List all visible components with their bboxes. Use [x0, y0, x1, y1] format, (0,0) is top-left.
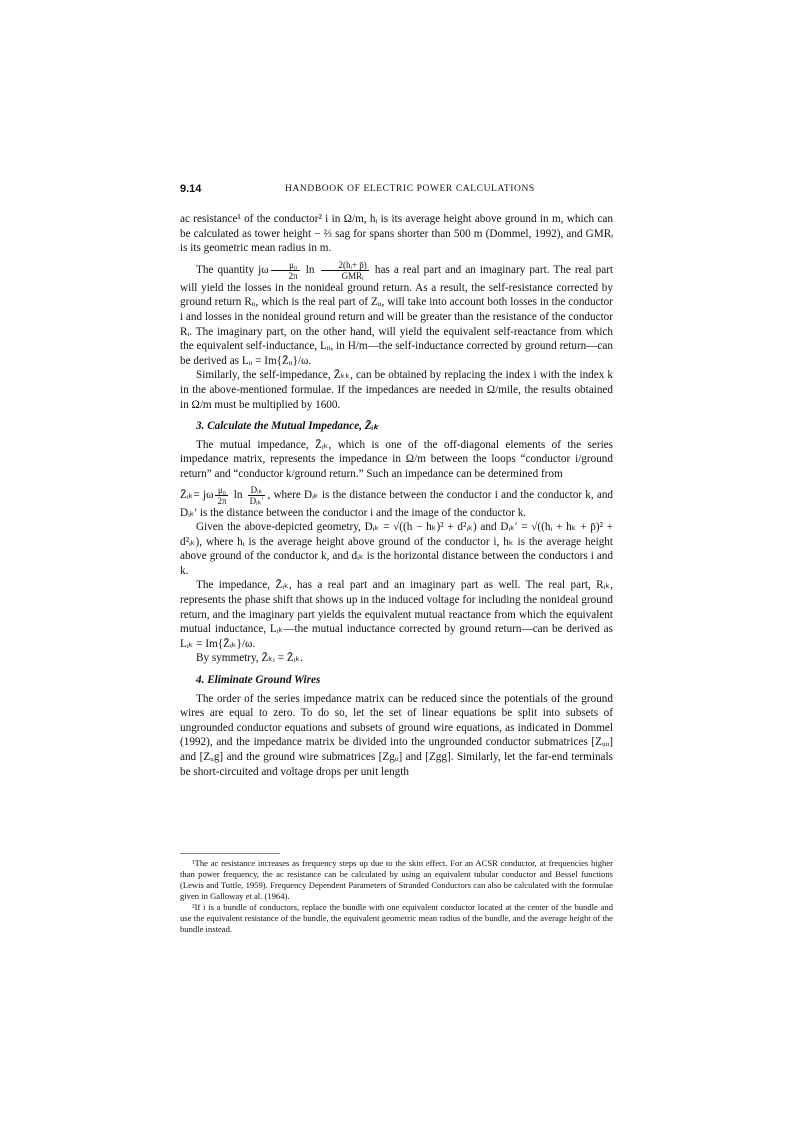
- body-text: [180, 212, 613, 779]
- paragraph: Given the above-depicted geometry, Dᵢₖ = √((h − hₖ)² + d²ᵢₖ) and Dᵢₖ′ = √((hᵢ + hₖ + p̄)² + d²ᵢₖ), where hᵢ is the average height above ground of the conductor i, hₖ is the average height above ground of the conductor k, and dᵢₖ is the horizontal distance between the conductors i and k.: [180, 521, 613, 577]
- section-heading: 3. Calculate the Mutual Impedance, Z̄ᵢₖ: [196, 420, 379, 433]
- fraction: [215, 485, 228, 506]
- denominator: Dᵢₖ′: [249, 495, 264, 506]
- text: has a real part and an imaginary part. The real part will yield the losses in the nonideal ground return. As a result, the self-resistance corrected by ground return Rᵢᵢ, which is the real part of Zᵢᵢ, will take into account both losses in the conductor i and losses in the nonideal ground return and will be greater than the resistance of the conductor Rᵢ. The imaginary part, on the other hand, will yield the equivalent self-reactance from which the equivalent self-inductance, Lᵢᵢ, in H/m—the self-inductance corrected by ground return—can be derived as Lᵢᵢ = Im{Z̄ᵢᵢ}/ω.: [180, 263, 614, 367]
- text: ln: [305, 263, 315, 276]
- numerator: μ₀: [271, 260, 300, 271]
- text: Z̄ᵢₖ= jω: [180, 488, 214, 501]
- fraction: [321, 260, 369, 281]
- paragraph: The order of the series impedance matrix can be reduced since the potentials of the ground wires are equal to zero. To do so, let the set of linear equations be split into subsets of ungrounded conductor equations and subsets of ground wire equations, as indicated in Dommel (1992), and the impedance matrix be divided into the ungrounded conductor submatrices [Zᵤᵤ] and [Zᵤg] and the ground wire submatrices [Zgᵤ] and [Zgg]. Similarly, let the far-end terminals be short-circuited and voltage drops per unit length: [180, 692, 613, 778]
- numerator: μ₀: [215, 485, 228, 496]
- denominator: GMRᵢ: [341, 270, 364, 281]
- fraction: [248, 485, 266, 506]
- section-heading: 4. Eliminate Ground Wires: [196, 674, 321, 687]
- text: The quantity jω: [196, 263, 269, 276]
- numerator: 2(hᵢ+ p̄): [321, 260, 369, 271]
- text: , where Dᵢₖ is the distance between the conductor i and the conductor k, and Dᵢₖ′ is the distance between the conductor i and the image of the conductor k.: [180, 488, 614, 519]
- paragraph: The mutual impedance, Z̄ᵢₖ, which is one of the off-diagonal elements of the series impedance matrix, represents the impedance in Ω/m between the loops “conductor i/ground return” and “conductor k/ground return.” Such an impedance can be determined from: [180, 438, 613, 480]
- running-title: HANDBOOK OF ELECTRIC POWER CALCULATIONS: [285, 184, 535, 194]
- numerator: Dᵢₖ: [248, 485, 266, 496]
- paragraph: The impedance, Z̄ᵢₖ, has a real part and an imaginary part as well. The real part, Rᵢₖ, represents the phase shift that shows up in the induced voltage for including the nonideal ground return, and the imaginary part yields the equivalent mutual reactance from which the equivalent mutual inductance, Lᵢₖ—the mutual inductance corrected by ground return—can be derived as Lᵢₖ = Im{Z̄ᵢₖ}/ω.: [180, 579, 613, 650]
- footnote-rule: [180, 853, 280, 854]
- footnote: ¹The ac resistance increases as frequency steps up due to the skin effect. For an ACSR conductor, at frequencies higher than power frequency, the ac resistance can be calculated by using an equivalent tubular conductor and Bessel functions (Lewis and Tuttle, 1959). Frequency Dependent Parameters of Stranded Conductors can also be calculated with the formulae given in Galloway et al. (1964).: [180, 858, 613, 901]
- paragraph: ac resistance¹ of the conductor² i in Ω/m, hᵢ is its average height above ground in m, which can be calculated as tower height − ⅔ sag for spans shorter than 500 m (Dommel, 1992), and GMRᵢ is its geometric mean radius in m.: [180, 213, 613, 255]
- page-number: 9.14: [180, 183, 202, 195]
- footnotes: [180, 858, 613, 935]
- paragraph: By symmetry, Z̄ₖᵢ = Z̄ᵢₖ.: [196, 652, 304, 665]
- denominator: 2π: [217, 495, 227, 506]
- text: ln: [233, 488, 243, 501]
- paragraph-mutual-formula: [180, 485, 613, 521]
- fraction: [271, 260, 300, 281]
- paragraph: Similarly, the self-impedance, Z̄ₖₖ, can be obtained by replacing the index i with the index k in the above-mentioned formulae. If the impedances are needed in Ω/mile, the results obtained in Ω/m must be multiplied by 1600.: [180, 369, 613, 411]
- footnote: ²If i is a bundle of conductors, replace the bundle with one equivalent conductor located at the center of the bundle and use the equivalent resistance of the bundle, the equivalent geometric mean radius of the bundle, and the average height of the bundle instead.: [180, 902, 613, 934]
- paragraph-quantity: [180, 260, 613, 369]
- denominator: 2π: [288, 270, 298, 281]
